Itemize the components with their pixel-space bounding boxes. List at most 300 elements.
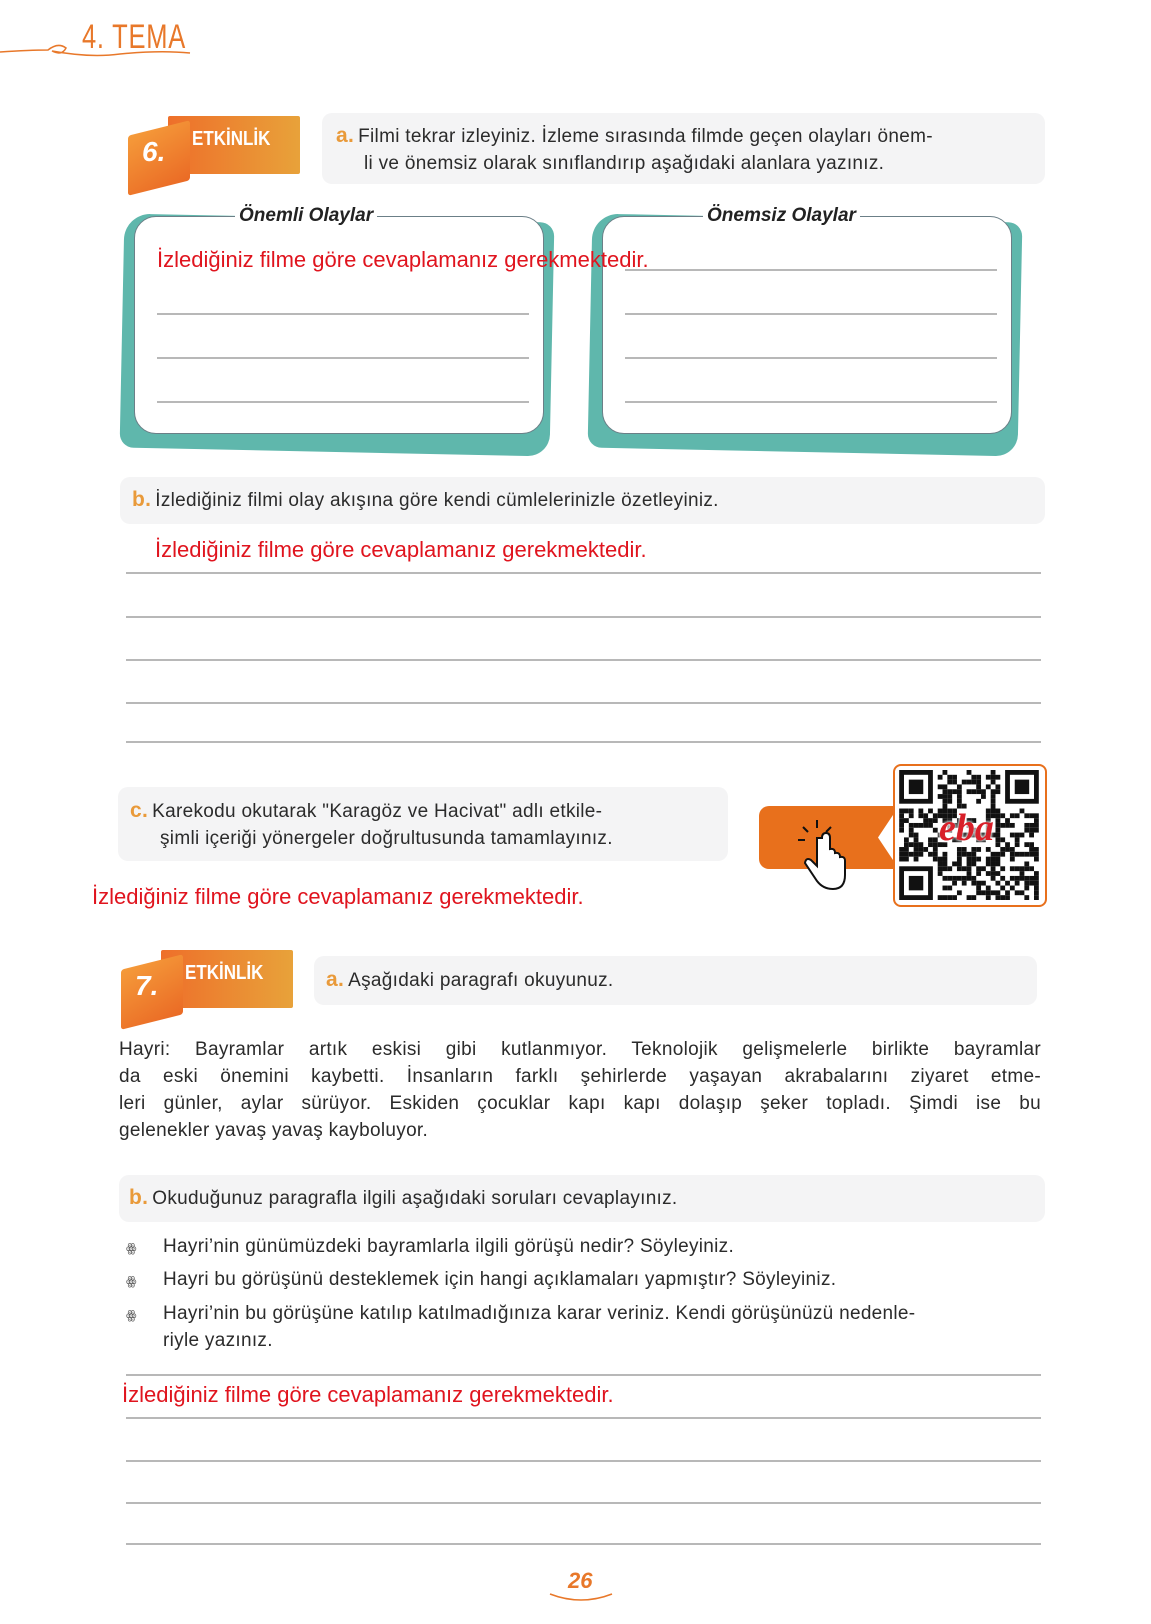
bullet-icon: ꙮ [126, 1241, 137, 1255]
qr-module [986, 895, 991, 900]
activity-label: ETKİNLİK [192, 128, 271, 150]
qr-module [991, 852, 996, 857]
qr-module [938, 784, 943, 789]
qr-module [991, 794, 996, 799]
qr-module [928, 837, 933, 842]
qr-module [1029, 833, 1034, 838]
qr-module [981, 866, 986, 871]
qr-module [976, 857, 981, 862]
qr-module [981, 881, 986, 886]
qr-module [981, 789, 986, 794]
qr-module [1034, 886, 1039, 891]
qr-module [1024, 813, 1029, 818]
qr-module [1000, 837, 1005, 842]
qr-module [909, 809, 914, 814]
qr-module [986, 861, 991, 866]
qr-module [967, 871, 972, 876]
qr-module [909, 813, 914, 818]
qr-module [1024, 866, 1029, 871]
instruction-7b [119, 1175, 1045, 1222]
qr-module [923, 818, 928, 823]
activity-7-badge [121, 948, 297, 1022]
unimportant-events-card [590, 205, 1040, 462]
qr-module [995, 857, 1000, 862]
qr-module [962, 780, 967, 785]
activity-label: ETKİNLİK [185, 962, 264, 984]
qr-module [995, 813, 1000, 818]
page-number-swoosh [548, 1590, 614, 1604]
qr-module [899, 818, 904, 823]
qr-module [1015, 833, 1020, 838]
qr-module [957, 784, 962, 789]
qr-module [918, 847, 923, 852]
qr-module [971, 775, 976, 780]
qr-module [1034, 895, 1039, 900]
qr-module [928, 842, 933, 847]
qr-module [904, 847, 909, 852]
qr-module [923, 813, 928, 818]
qr-module [1010, 847, 1015, 852]
qr-module [976, 881, 981, 886]
qr-module [938, 895, 943, 900]
qr-module [991, 857, 996, 862]
qr-module [957, 852, 962, 857]
answer-line [126, 1374, 1041, 1376]
qr-module [952, 861, 957, 866]
answer-note: İzlediğiniz filme göre cevaplamanız gerekmektedir. [157, 247, 649, 272]
qr-module [943, 866, 948, 871]
qr-module [1010, 813, 1015, 818]
qr-module [952, 789, 957, 794]
qr-module [1024, 823, 1029, 828]
qr-module [947, 886, 952, 891]
qr-module [995, 842, 1000, 847]
qr-module [1020, 852, 1025, 857]
qr-module [947, 799, 952, 804]
qr-module [1034, 847, 1039, 852]
qr-module [976, 780, 981, 785]
qr-module [1000, 823, 1005, 828]
instruction-text: Filmi tekrar izleyiniz. İzleme sırasında filmde geçen olayları önem- [358, 126, 933, 147]
paragraph-line: da eski önemini kaybetti. İnsanların farklı şehirlerde yaşayan akrabalarını ziyaret etme- [119, 1066, 1041, 1087]
qr-module [947, 775, 952, 780]
qr-module [986, 775, 991, 780]
qr-module [914, 823, 919, 828]
qr-module [962, 852, 967, 857]
qr-module [923, 823, 928, 828]
qr-module [918, 823, 923, 828]
qr-module [1024, 842, 1029, 847]
qr-module [904, 837, 909, 842]
qr-module [981, 794, 986, 799]
qr-module [928, 809, 933, 814]
qr-module [1020, 809, 1025, 814]
qr-module [943, 895, 948, 900]
qr-module [957, 866, 962, 871]
qr-module [957, 890, 962, 895]
qr-module [1010, 823, 1015, 828]
question-item: Hayri bu görüşünü desteklemek için hangi açıklamaları yapmıştır? Söyleyiniz. [163, 1269, 837, 1290]
qr-module [1034, 857, 1039, 862]
qr-module [995, 852, 1000, 857]
card-title: Önemli Olaylar [235, 205, 377, 227]
qr-module [1005, 895, 1010, 900]
qr-module [909, 833, 914, 838]
qr-module [904, 809, 909, 814]
qr-module [1000, 813, 1005, 818]
qr-module [938, 857, 943, 862]
qr-module [904, 842, 909, 847]
qr-module [957, 799, 962, 804]
qr-module [991, 780, 996, 785]
qr-module [899, 813, 904, 818]
qr-module [1005, 881, 1010, 886]
qr-module [971, 857, 976, 862]
answer-line [126, 659, 1041, 661]
qr-module [957, 861, 962, 866]
qr-module [967, 857, 972, 862]
qr-module [899, 857, 904, 862]
qr-module [947, 876, 952, 881]
qr-module [1005, 823, 1010, 828]
item-letter: a. [336, 124, 355, 147]
qr-module [986, 857, 991, 862]
qr-module [899, 852, 904, 857]
qr-module [1024, 895, 1029, 900]
item-letter: b. [129, 1186, 149, 1209]
qr-module [1029, 876, 1034, 881]
qr-module [1020, 871, 1025, 876]
qr-module [943, 794, 948, 799]
reading-paragraph [119, 1036, 1041, 1144]
qr-module [943, 799, 948, 804]
qr-module [1024, 886, 1029, 891]
qr-module [1034, 823, 1039, 828]
qr-module [962, 876, 967, 881]
question-item: Hayri’nin bu görüşüne katılıp katılmadığınıza karar veriniz. Kendi görüşünüzü nedenle- [163, 1303, 916, 1324]
qr-module [1000, 866, 1005, 871]
qr-module [947, 866, 952, 871]
qr-module [943, 789, 948, 794]
qr-module [967, 895, 972, 900]
qr-module [1029, 842, 1034, 847]
qr-module [1020, 890, 1025, 895]
qr-module [995, 784, 1000, 789]
qr-module [1010, 852, 1015, 857]
qr-module [918, 809, 923, 814]
qr-module [991, 775, 996, 780]
qr-module [1034, 828, 1039, 833]
qr-module [952, 876, 957, 881]
qr-module [943, 861, 948, 866]
qr-module [995, 809, 1000, 814]
qr-module [1020, 833, 1025, 838]
qr-module [971, 881, 976, 886]
paragraph-line: gelenekler yavaş yavaş kayboluyor. [119, 1120, 429, 1141]
qr-module [971, 780, 976, 785]
qr-module [914, 847, 919, 852]
qr-module [952, 881, 957, 886]
qr-module [986, 890, 991, 895]
qr-module [967, 852, 972, 857]
qr-module [1034, 871, 1039, 876]
qr-module [933, 857, 938, 862]
qr-module [938, 866, 943, 871]
qr-module [943, 784, 948, 789]
paragraph-line: Hayri: Bayramlar artık eskisi gibi kutlanmıyor. Teknolojik gelişmelerle birlikte bayramlar [119, 1039, 1041, 1060]
qr-module [1020, 876, 1025, 881]
qr-module [1029, 866, 1034, 871]
qr-module [938, 775, 943, 780]
qr-module [1010, 876, 1015, 881]
qr-module [1024, 881, 1029, 886]
qr-module [1005, 818, 1010, 823]
qr-module [933, 813, 938, 818]
qr-module [971, 895, 976, 900]
qr-module [991, 890, 996, 895]
answer-note: İzlediğiniz filme göre cevaplamanız gerekmektedir. [122, 1382, 614, 1407]
qr-module [962, 881, 967, 886]
qr-module [952, 780, 957, 785]
qr-module [1029, 852, 1034, 857]
qr-module [995, 789, 1000, 794]
qr-module [995, 775, 1000, 780]
qr-module [933, 847, 938, 852]
qr-module [933, 852, 938, 857]
qr-module [986, 871, 991, 876]
item-letter: b. [132, 488, 152, 511]
qr-module [1034, 813, 1039, 818]
qr-module [947, 780, 952, 785]
qr-module [995, 861, 1000, 866]
qr-module [986, 784, 991, 789]
qr-code[interactable] [893, 764, 1047, 907]
qr-module [991, 770, 996, 775]
qr-module [957, 857, 962, 862]
qr-module [1034, 881, 1039, 886]
qr-module [933, 842, 938, 847]
qr-module [995, 895, 1000, 900]
activity-number: 7. [135, 970, 159, 1001]
qr-module [1000, 895, 1005, 900]
qr-module [976, 866, 981, 871]
instruction-6c [118, 787, 728, 861]
qr-module [1015, 842, 1020, 847]
qr-module [943, 857, 948, 862]
answer-line [126, 572, 1041, 574]
qr-module [1029, 828, 1034, 833]
qr-module [967, 780, 972, 785]
qr-module [967, 770, 972, 775]
qr-module [909, 823, 914, 828]
activity-6-badge [128, 114, 304, 188]
qr-module [1015, 852, 1020, 857]
qr-module [976, 789, 981, 794]
qr-module [947, 895, 952, 900]
qr-module [918, 842, 923, 847]
instruction-7a [314, 956, 1037, 1005]
qr-module [1005, 842, 1010, 847]
answer-line [126, 1543, 1041, 1545]
qr-module [909, 780, 923, 794]
qr-module [938, 794, 943, 799]
qr-module [1005, 890, 1010, 895]
card-title: Önemsiz Olaylar [703, 205, 860, 227]
qr-module [923, 847, 928, 852]
qr-module [943, 852, 948, 857]
qr-module [1015, 881, 1020, 886]
qr-module [1005, 847, 1010, 852]
eba-logo: eba [939, 807, 994, 849]
qr-module [995, 833, 1000, 838]
qr-module [967, 866, 972, 871]
qr-module [933, 828, 938, 833]
qr-module [976, 871, 981, 876]
qr-module [1034, 818, 1039, 823]
answer-line [126, 1460, 1041, 1462]
qr-module [967, 876, 972, 881]
qr-module [904, 857, 909, 862]
qr-module [1029, 847, 1034, 852]
qr-module [938, 871, 943, 876]
qr-module [995, 823, 1000, 828]
qr-module [914, 852, 919, 857]
qr-module [909, 852, 914, 857]
qr-module [928, 823, 933, 828]
qr-module [971, 789, 976, 794]
instruction-text: Aşağıdaki paragrafı okuyunuz. [348, 970, 614, 991]
qr-module [962, 866, 967, 871]
qr-module [947, 789, 952, 794]
bullet-icon: ꙮ [126, 1308, 137, 1322]
item-letter: c. [130, 799, 149, 822]
qr-module [1000, 886, 1005, 891]
instruction-6a [322, 113, 1045, 184]
qr-module [971, 852, 976, 857]
qr-module [1024, 828, 1029, 833]
qr-module [995, 871, 1000, 876]
instruction-text: İzlediğiniz filmi olay akışına göre kendi cümlelerinizle özetleyiniz. [155, 490, 719, 511]
qr-module [991, 799, 996, 804]
qr-module [976, 890, 981, 895]
qr-module [1024, 861, 1029, 866]
qr-module [1029, 823, 1034, 828]
qr-module [991, 871, 996, 876]
qr-module [1029, 881, 1034, 886]
qr-module [1010, 866, 1015, 871]
qr-module [995, 818, 1000, 823]
qr-module [995, 828, 1000, 833]
qr-module [943, 886, 948, 891]
qr-module [967, 861, 972, 866]
qr-module [976, 775, 981, 780]
qr-module [943, 770, 948, 775]
qr-module [981, 890, 986, 895]
page-number: 26 [568, 1568, 593, 1593]
bullet-icon: ꙮ [126, 1274, 137, 1288]
qr-module [1034, 876, 1039, 881]
qr-module [1024, 852, 1029, 857]
qr-module [928, 818, 933, 823]
qr-module [1010, 833, 1015, 838]
qr-module [991, 789, 996, 794]
theme-title: 4. TEMA [82, 18, 186, 56]
qr-module [909, 876, 923, 890]
instruction-text: li ve önemsiz olarak sınıflandırıp aşağıdaki alanlara yazınız. [364, 153, 885, 174]
question-item-continuation: riyle yazınız. [163, 1330, 273, 1351]
qr-module [899, 847, 904, 852]
qr-module [991, 876, 996, 881]
qr-module [1015, 813, 1020, 818]
qr-module [976, 799, 981, 804]
hand-pointer-icon [795, 818, 855, 893]
qr-module [986, 886, 991, 891]
instruction-6b [120, 477, 1045, 524]
qr-module [971, 861, 976, 866]
qr-module [914, 857, 919, 862]
qr-module [995, 837, 1000, 842]
instruction-text: şimli içeriği yönergeler doğrultusunda tamamlayınız. [160, 828, 613, 849]
qr-module [1020, 866, 1025, 871]
qr-module [991, 861, 996, 866]
qr-module [933, 837, 938, 842]
qr-module [1015, 890, 1020, 895]
qr-module [909, 828, 914, 833]
qr-module [1015, 876, 1020, 881]
qr-module [1010, 886, 1015, 891]
qr-module [1015, 837, 1020, 842]
question-item: Hayri’nin günümüzdeki bayramlarla ilgili görüşü nedir? Söyleyiniz. [163, 1236, 735, 1257]
qr-module [1024, 876, 1029, 881]
answer-line [126, 1417, 1041, 1419]
qr-module [1029, 813, 1034, 818]
answer-line [126, 1502, 1041, 1504]
qr-module [947, 794, 952, 799]
qr-module [1000, 876, 1005, 881]
qr-module [918, 852, 923, 857]
qr-module [914, 837, 919, 842]
qr-module [943, 876, 948, 881]
qr-module [914, 833, 919, 838]
qr-module [938, 861, 943, 866]
answer-note: İzlediğiniz filme göre cevaplamanız gerekmektedir. [92, 884, 584, 909]
qr-module [904, 852, 909, 857]
qr-module [899, 823, 904, 828]
qr-module [1010, 857, 1015, 862]
qr-module [967, 789, 972, 794]
qr-module [995, 881, 1000, 886]
qr-module [952, 895, 957, 900]
qr-module [1000, 847, 1005, 852]
qr-module [1034, 890, 1039, 895]
qr-module [899, 828, 904, 833]
activity-number: 6. [142, 136, 166, 167]
qr-module [904, 818, 909, 823]
qr-module [914, 842, 919, 847]
qr-module [957, 876, 962, 881]
answer-line [126, 702, 1041, 704]
qr-module [1015, 866, 1020, 871]
answer-line [126, 616, 1041, 618]
qr-module [918, 813, 923, 818]
qr-module [928, 852, 933, 857]
instruction-text: Karekodu okutarak "Karagöz ve Hacivat" adlı etkile- [152, 801, 603, 822]
instruction-text: Okuduğunuz paragrafla ilgili aşağıdaki soruları cevaplayınız. [152, 1188, 678, 1209]
qr-module [909, 842, 914, 847]
paragraph-line: leri günler, aylar sürüyor. Eskiden çocuklar kapı kapı dolaşıp şeker topladı. Şimdi ise bu [119, 1093, 1041, 1114]
qr-module [933, 818, 938, 823]
qr-module [995, 890, 1000, 895]
